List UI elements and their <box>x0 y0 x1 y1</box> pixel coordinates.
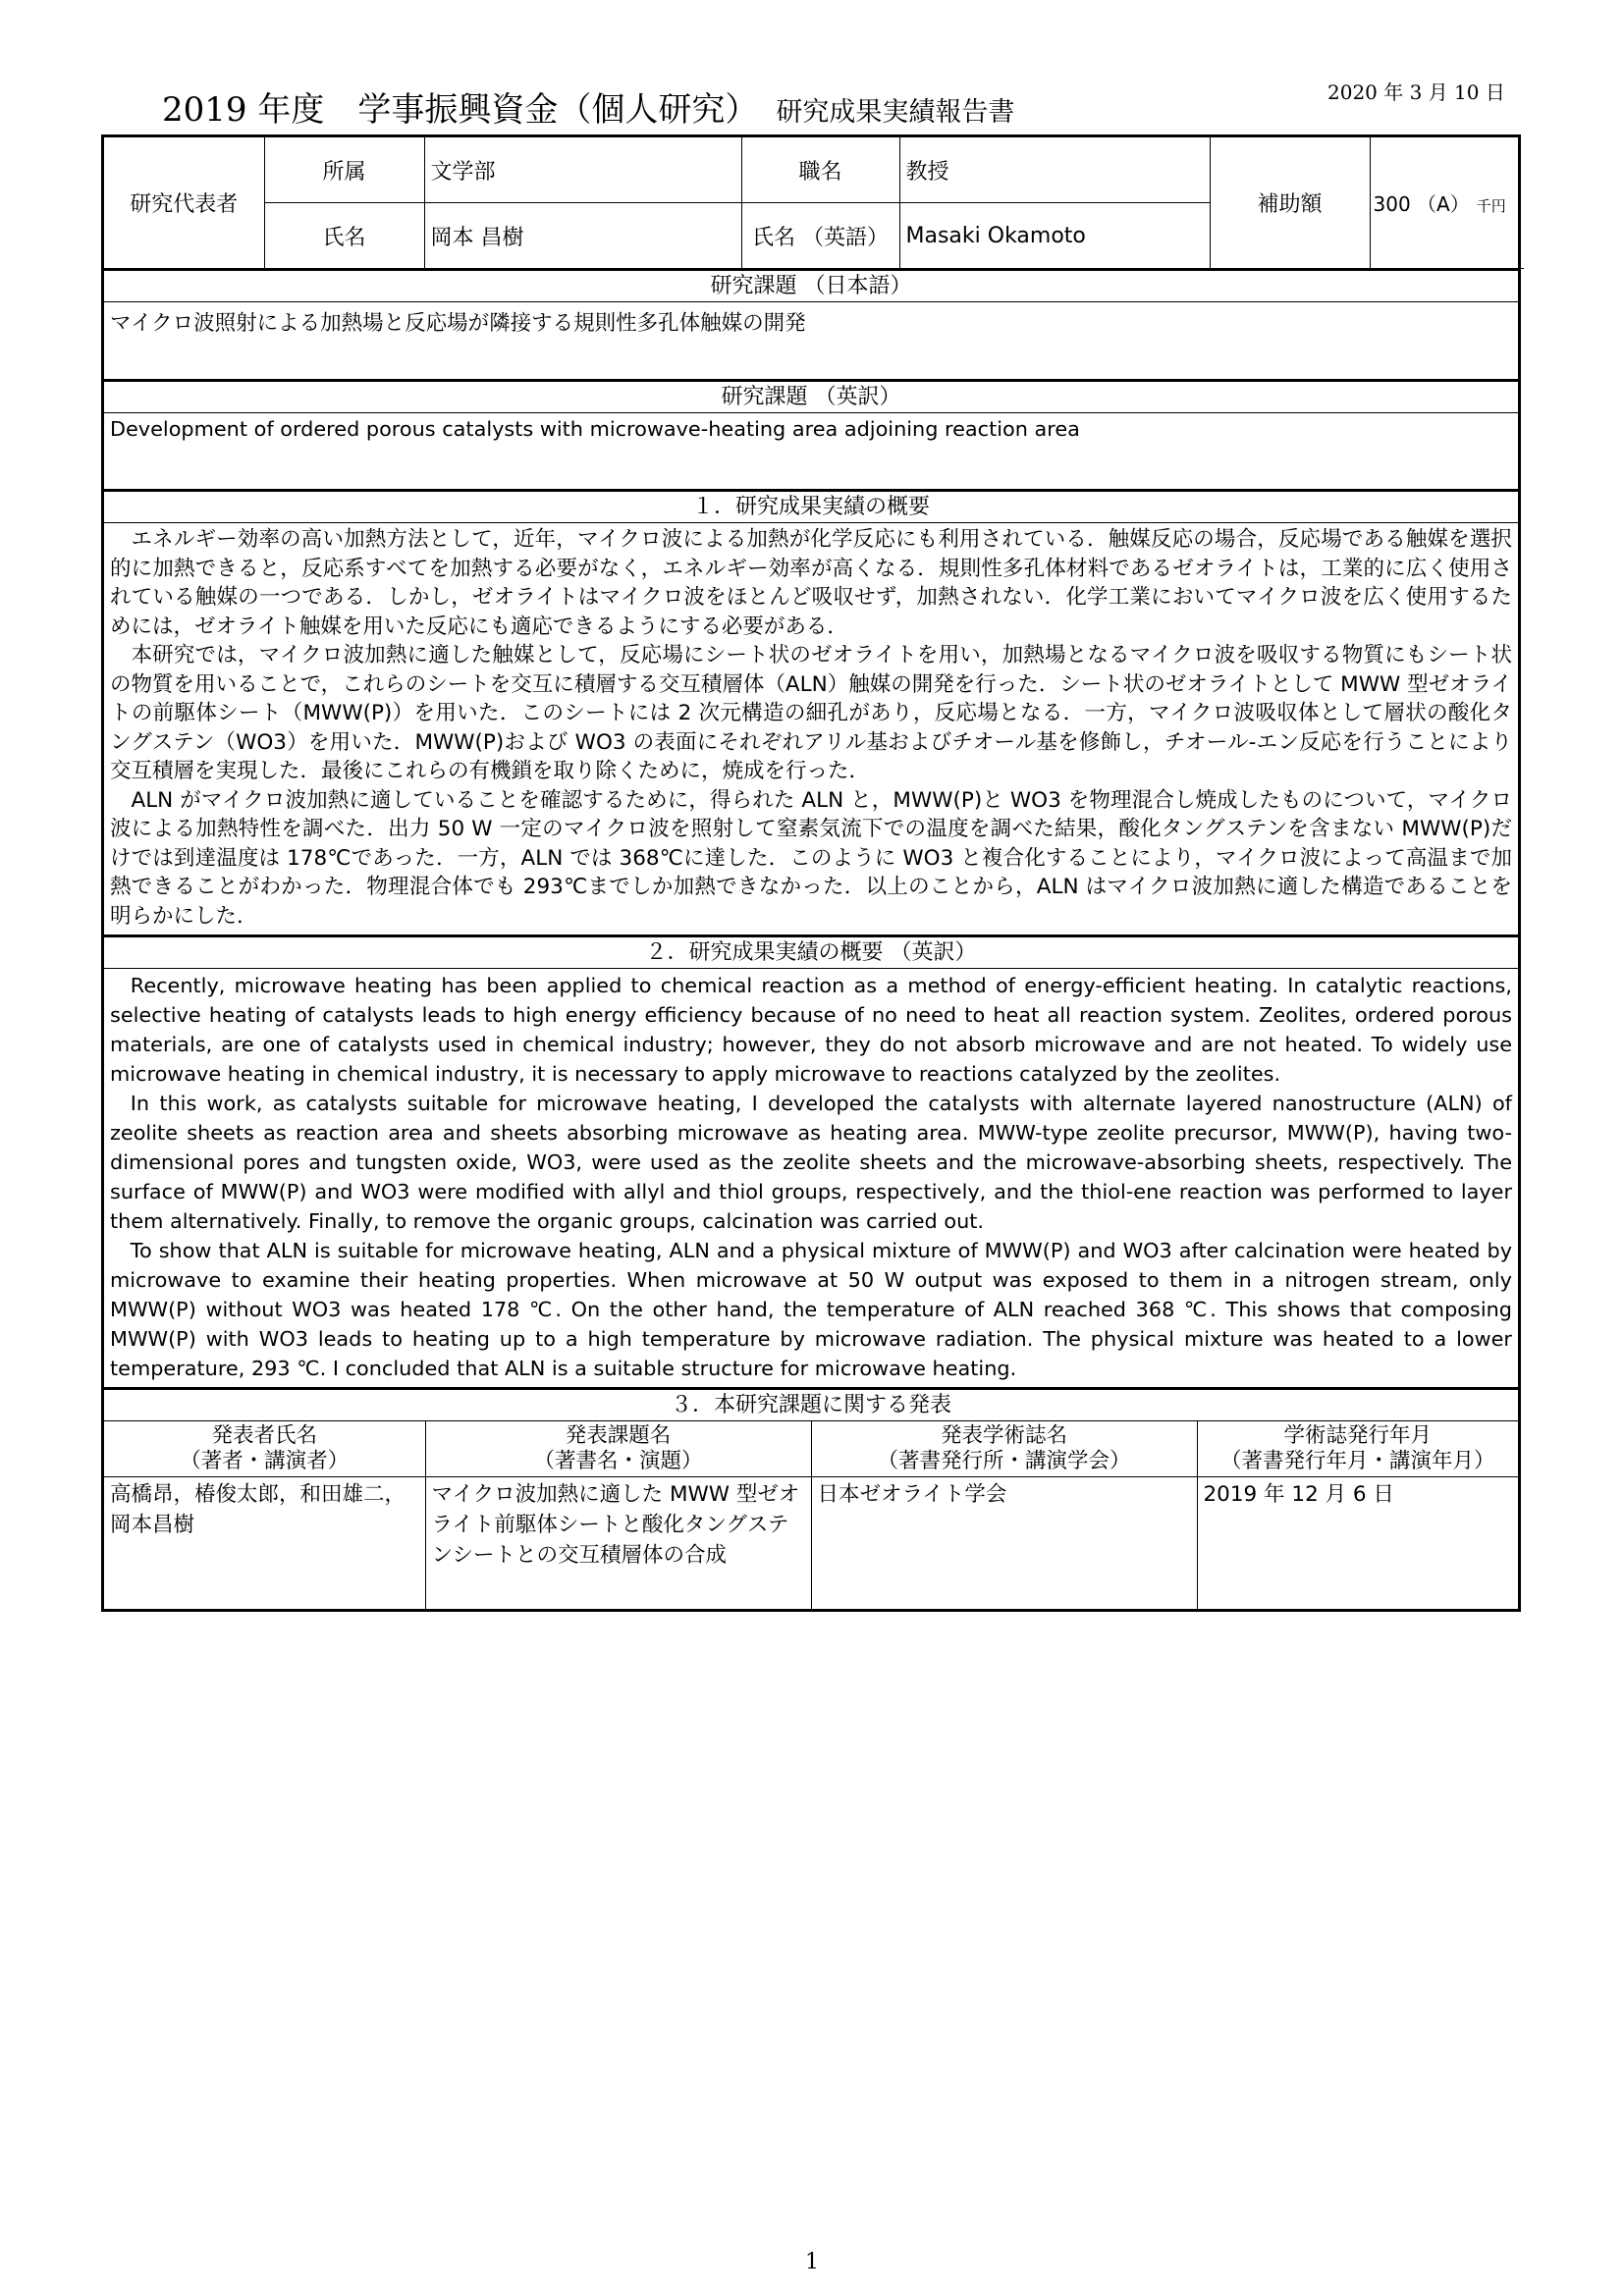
col-header-journal: 発表学術誌名 （著書発行所・講演学会） <box>811 1421 1197 1477</box>
page-number: 1 <box>805 2250 819 2274</box>
pub-journal: 日本ゼオライト学会 <box>811 1477 1197 1610</box>
summary-en-paragraph: To show that ALN is suitable for microwave heating, ALN and a physical mixture of MWW(P) and WO3 after calcination were heated by microwave to examine their heating properties. When microwave at 50 W output was exposed to them in a nitrogen stream, only MWW(P) without WO3 was heated 178 ℃. On the other hand, the temperature of ALN reached 368 ℃. This shows that composing MWW(P) with WO3 leads to heating up to a high temperature by microwave radiation. The physical mixture was heated to a lower temperature, 293 ℃. I concluded that ALN is a suitable structure for microwave heating. <box>110 1239 1512 1380</box>
publications-table <box>104 1421 1518 1609</box>
affiliation-label: 所属 <box>264 137 424 203</box>
summary-jp-paragraph: エネルギー効率の高い加熱方法として，近年，マイクロ波による加熱が化学反応にも利用されている．触媒反応の場合，反応場である触媒を選択的に加熱できると，反応系すべてを加熱する必要がなく，エネルギー効率が高くなる．規則性多孔体材料であるゼオライトは，工業的に広く使用されている触媒の一つである．しかし，ゼオライトはマイクロ波をほとんど吸収せず，加熱されない．化学工業においてマイクロ波を広く使用するためには，ゼオライト触媒を用いた反応にも適応できるようにする必要がある． <box>110 527 1512 639</box>
summary-jp-body <box>104 523 1518 934</box>
name-en-value: Masaki Okamoto <box>899 203 1210 269</box>
topic-jp-heading: 研究課題 （日本語） <box>104 269 1518 302</box>
report-date: 2020 年 3 月 10 日 <box>1327 80 1505 104</box>
report-form <box>101 134 1521 1612</box>
table-row <box>104 1477 1518 1610</box>
summary-jp-paragraph: ALN がマイクロ波加熱に適していることを確認するために，得られた ALN と，MWW(P)と WO3 を物理混合し焼成したものについて，マイクロ波による加熱特性を調べた．出力 50 W 一定のマイクロ波を照射して窒素気流下での温度を調べた結果，酸化タングステンを含まない MWW(P)だけでは到達温度は 178℃であった．一方，ALN では 368℃に達した．このように WO3 と複合化することにより，マイクロ波によって高温まで加熱できることがわかった．物理混合体でも 293℃までしか加熱できなかった．以上のことから，ALN はマイクロ波加熱に適した構造であることを明らかにした． <box>110 787 1512 929</box>
summary-en-paragraph: In this work, as catalysts suitable for microwave heating, I developed the catalysts with alternate layered nanostructure (ALN) of zeolite sheets as reaction area and sheets absorbing microwave as heating area. MWW-type zeolite precursor, MWW(P), having two-dimensional pores and tungsten oxide, WO3, were used as the zeolite sheets and the microwave-absorbing sheets, respectively. The surface of MWW(P) and WO3 were modified with allyl and thiol groups, respectively, and the thiol-ene reaction was performed to layer them alternatively. Finally, to remove the organic groups, calcination was carried out. <box>110 1092 1512 1233</box>
topic-en-heading: 研究課題 （英訳） <box>104 379 1518 413</box>
position-label: 職名 <box>741 137 899 203</box>
summary-en-body <box>104 969 1518 1387</box>
position-value: 教授 <box>899 137 1210 203</box>
grant-amount <box>1370 137 1524 269</box>
name-label: 氏名 <box>264 203 424 269</box>
grant-value: 300 （A） <box>1373 192 1470 216</box>
topic-jp-text: マイクロ波照射による加熱場と反応場が隣接する規則性多孔体触媒の開発 <box>110 311 806 336</box>
summary-en-paragraph: Recently, microwave heating has been applied to chemical reaction as a method of energy-efficient heating. In catalytic reactions, selective heating of catalysts leads to high energy efficiency because of no need to heat all reaction system. Zeolites, ordered porous materials, are one of catalysts used in chemical industry; however, they do not absorb microwave and are not heated. To widely use microwave heating in chemical industry, it is necessary to apply microwave to reactions catalyzed by the zeolites. <box>110 974 1512 1086</box>
col-header-date: 学術誌発行年月 （著書発行年月・講演年月） <box>1197 1421 1518 1477</box>
representative-label: 研究代表者 <box>104 137 264 269</box>
summary-jp-paragraph: 本研究では，マイクロ波加熱に適した触媒として，反応場にシート状のゼオライトを用い，加熱場となるマイクロ波を吸収する物質にもシート状の物質を用いることで，これらのシートを交互に積層する交互積層体（ALN）触媒の開発を行った．シート状のゼオライトとして MWW 型ゼオライトの前駆体シート（MWW(P)）を用いた．このシートには 2 次元構造の細孔があり，反応場となる．一方，マイクロ波吸収体として層状の酸化タングステン（WO3）を用いた．MWW(P)および WO3 の表面にそれぞれアリル基およびチオール基を修飾し，チオール-エン反応を行うことにより交互積層を実現した．最後にこれらの有機鎖を取り除くために，焼成を行った． <box>110 643 1512 783</box>
publications-heading: ３．本研究課題に関する発表 <box>104 1387 1518 1421</box>
report-title <box>162 82 1014 131</box>
name-value: 岡本 昌樹 <box>424 203 741 269</box>
report-title-sub: 研究成果実績報告書 <box>776 97 1015 128</box>
grant-label: 補助額 <box>1210 137 1370 269</box>
researcher-info-table <box>104 137 1524 269</box>
summary-en-heading: ２．研究成果実績の概要 （英訳） <box>104 934 1518 969</box>
affiliation-value: 文学部 <box>424 137 741 203</box>
name-en-label: 氏名 （英語） <box>741 203 899 269</box>
pub-authors: 高橋昂，椿俊太郎，和田雄二，岡本昌樹 <box>104 1477 425 1610</box>
summary-jp-heading: １．研究成果実績の概要 <box>104 489 1518 523</box>
col-header-title: 発表課題名 （著書名・演題） <box>425 1421 811 1477</box>
report-title-main: 2019 年度 学事振興資金（個人研究） <box>162 90 759 130</box>
col-header-authors: 発表者氏名 （著者・講演者） <box>104 1421 425 1477</box>
topic-en-text: Development of ordered porous catalysts with microwave-heating area adjoining reaction area <box>110 417 1080 441</box>
pub-title: マイクロ波加熱に適した MWW 型ゼオライト前駆体シートと酸化タングステンシートとの交互積層体の合成 <box>425 1477 811 1610</box>
grant-unit: 千円 <box>1476 197 1506 215</box>
pub-date: 2019 年 12 月 6 日 <box>1197 1477 1518 1610</box>
